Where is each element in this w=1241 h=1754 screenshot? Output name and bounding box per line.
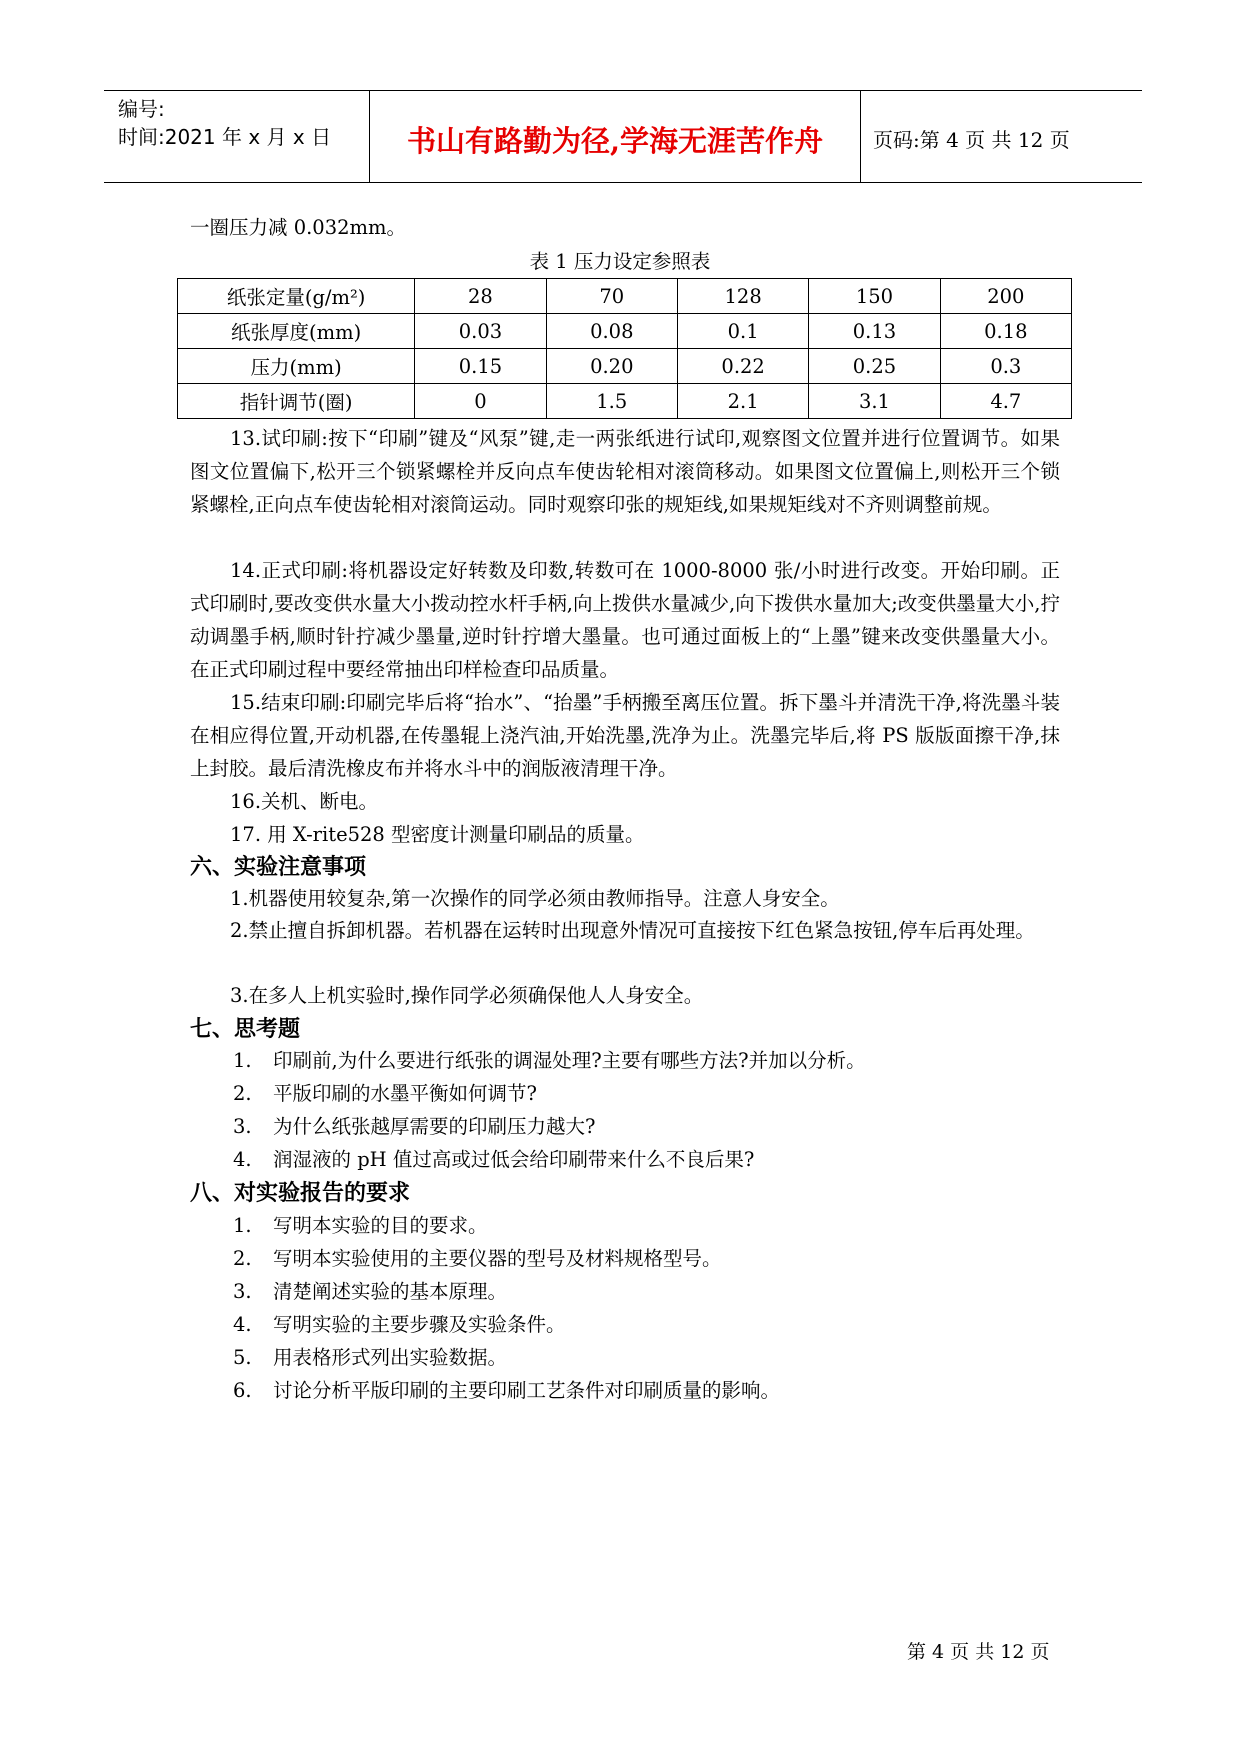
table-cell: 0.18 (940, 314, 1071, 349)
header-page-label: 页码:第 4 页 共 12 页 (873, 128, 1070, 152)
step-17-text: 17. 用 X-rite528 型密度计测量印刷品的质量。 (230, 823, 645, 846)
document-time-label: 时间:2021 年 x 月 x 日 (118, 125, 332, 149)
table-cell: 0.20 (546, 349, 677, 384)
table-cell: 200 (940, 279, 1071, 314)
list-number: 5. (233, 1346, 252, 1369)
document-id-label: 编号: (118, 97, 165, 121)
list-text: 写明本实验使用的主要仪器的型号及材料规格型号。 (273, 1247, 722, 1270)
table-cell: 28 (415, 279, 546, 314)
table-row (178, 349, 1072, 384)
step-14-paragraph (190, 554, 1060, 686)
section-6-item-2 (190, 914, 1060, 947)
table-row (178, 314, 1072, 349)
header-divider-right (860, 90, 861, 182)
list-number: 1. (233, 1049, 252, 1072)
list-text: 平版印刷的水墨平衡如何调节? (273, 1082, 537, 1105)
list-number: 4. (233, 1148, 252, 1171)
list-number: 3. (233, 1280, 252, 1303)
table-cell: 0.03 (415, 314, 546, 349)
intro-line: 一圈压力减 0.032mm。 (190, 216, 407, 239)
list-number: 2. (233, 1247, 252, 1270)
list-item (233, 1078, 537, 1106)
table-row (178, 384, 1072, 419)
table-cell: 2.1 (677, 384, 808, 419)
section-6-item-2-text: 2.禁止擅自拆卸机器。若机器在运转时出现意外情况可直接按下红色紧急按钮,停车后再处理。 (230, 919, 1035, 942)
list-text: 印刷前,为什么要进行纸张的调湿处理?主要有哪些方法?并加以分析。 (273, 1049, 866, 1072)
section-6-heading: 六、实验注意事项 (190, 855, 367, 880)
step-16-text: 16.关机、断电。 (230, 790, 379, 813)
section-6-item-3: 3.在多人上机实验时,操作同学必须确保他人人身安全。 (230, 984, 704, 1007)
table-cell: 0.08 (546, 314, 677, 349)
table-cell: 0.22 (677, 349, 808, 384)
row-label: 压力(mm) (178, 349, 415, 384)
table-row (178, 279, 1072, 314)
list-item (233, 1309, 566, 1337)
table-cell: 0.15 (415, 349, 546, 384)
list-item (233, 1111, 595, 1139)
table-cell: 4.7 (940, 384, 1071, 419)
list-text: 清楚阐述实验的基本原理。 (273, 1280, 508, 1303)
step-13-paragraph (190, 422, 1060, 521)
table-cell: 128 (677, 279, 808, 314)
list-item (233, 1276, 507, 1304)
list-number: 3. (233, 1115, 252, 1138)
list-item (233, 1375, 780, 1403)
list-text: 讨论分析平版印刷的主要印刷工艺条件对印刷质量的影响。 (273, 1379, 781, 1402)
list-number: 1. (233, 1214, 252, 1237)
table-cell: 1.5 (546, 384, 677, 419)
section-7-heading: 七、思考题 (190, 1017, 301, 1042)
step-14-text: 14.正式印刷:将机器设定好转数及印数,转数可在 1000-8000 张/小时进行改变。开始印刷。正式印刷时,要改变供水量大小拨动控水杆手柄,向上拨供水量减少,向下拨供水量加大;改变供墨量大小,拧动调墨手柄,顺时针拧减少墨量,逆时针拧增大墨量。也可通过面板上的“上墨”键来改变供墨量大小。在正式印刷过程中要经常抽出印样检查印品质量。 (190, 559, 1060, 681)
list-item (233, 1144, 754, 1172)
list-number: 6. (233, 1379, 252, 1402)
row-label: 指针调节(圈) (178, 384, 415, 419)
table-cell: 0 (415, 384, 546, 419)
table-cell: 0.13 (809, 314, 940, 349)
step-13-text: 13.试印刷:按下“印刷”键及“风泵”键,走一两张纸进行试印,观察图文位置并进行位置调节。如果图文位置偏下,松开三个锁紧螺栓并反向点车使齿轮相对滚筒移动。如果图文位置偏上,则松开三个锁紧螺栓,正向点车使齿轮相对滚筒运动。同时观察印张的规矩线,如果规矩线对不齐则调整前规。 (190, 427, 1060, 516)
list-item (233, 1342, 507, 1370)
list-number: 2. (233, 1082, 252, 1105)
table-cell: 0.1 (677, 314, 808, 349)
table-cell: 150 (809, 279, 940, 314)
step-15-paragraph (190, 686, 1060, 785)
header-top-rule (104, 90, 1142, 91)
list-text: 润湿液的 pH 值过高或过低会给印刷带来什么不良后果? (273, 1148, 755, 1171)
step-15-text: 15.结束印刷:印刷完毕后将“抬水”、“抬墨”手柄搬至离压位置。拆下墨斗并清洗干净,将洗墨斗装在相应得位置,开动机器,在传墨辊上浇汽油,开始洗墨,洗净为止。洗墨完毕后,将 PS 版版面擦干净,抹上封胶。最后清洗橡皮布并将水斗中的润版液清理干净。 (190, 691, 1060, 780)
section-8-heading: 八、对实验报告的要求 (190, 1181, 411, 1206)
list-item (233, 1243, 722, 1271)
table-cell: 70 (546, 279, 677, 314)
table-cell: 0.3 (940, 349, 1071, 384)
list-number: 4. (233, 1313, 252, 1336)
header-motto: 书山有路勤为径,学海无涯苦作舟 (406, 124, 824, 158)
list-text: 写明本实验的目的要求。 (273, 1214, 488, 1237)
table-cell: 0.25 (809, 349, 940, 384)
list-item (233, 1045, 866, 1073)
page-footer: 第 4 页 共 12 页 (907, 1641, 1050, 1663)
table-cell: 3.1 (809, 384, 940, 419)
list-text: 写明实验的主要步骤及实验条件。 (273, 1313, 566, 1336)
table-caption: 表 1 压力设定参照表 (529, 250, 711, 273)
header-bottom-rule (104, 182, 1142, 183)
list-text: 用表格形式列出实验数据。 (273, 1346, 508, 1369)
row-label: 纸张定量(g/m²) (178, 279, 415, 314)
pressure-setting-table (177, 278, 1072, 419)
list-item (233, 1210, 488, 1238)
section-6-item-1: 1.机器使用较复杂,第一次操作的同学必须由教师指导。注意人身安全。 (230, 887, 840, 910)
row-label: 纸张厚度(mm) (178, 314, 415, 349)
list-text: 为什么纸张越厚需要的印刷压力越大? (273, 1115, 596, 1138)
